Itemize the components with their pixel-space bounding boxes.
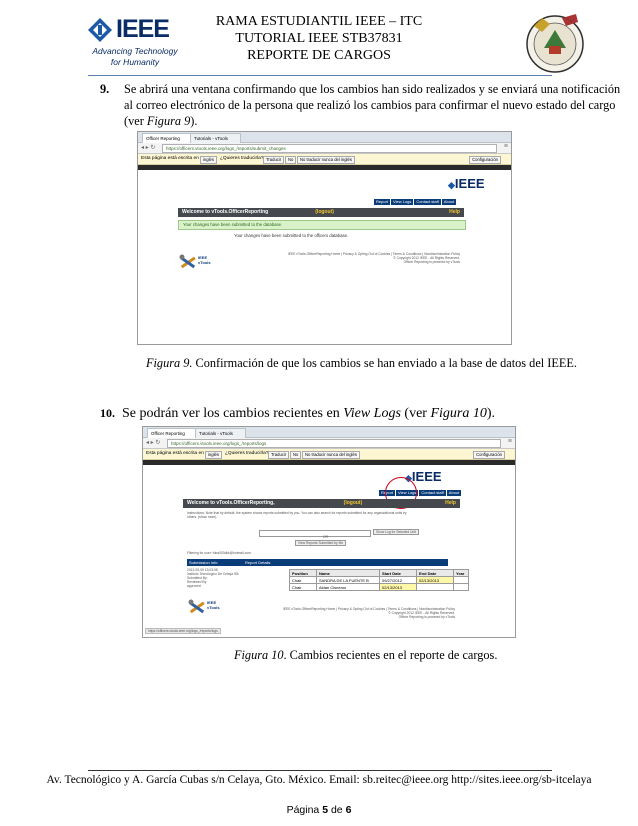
translate-prompt: Esta página está escrita en <box>146 451 204 456</box>
translate-prompt: Esta página está escrita en <box>141 156 199 161</box>
figure-10-caption <box>234 648 497 663</box>
browser-tab-1[interactable]: Officer Reporting <box>142 133 193 143</box>
school-seal-icon <box>520 8 590 78</box>
submission-status: approved <box>187 584 201 588</box>
step-10-text <box>100 405 495 422</box>
translate-settings-button[interactable]: Configuración <box>469 156 501 164</box>
site-copyright: © Copyright 2012 IEEE - All Rights Reserved. <box>393 256 460 260</box>
table-cell: Chair <box>290 577 317 584</box>
step-9-line-1: Se abrirá una ventana confirmando que los cambios han sido realizados y se enviará una notificación <box>124 82 621 96</box>
nav-contact-staff[interactable]: Contact staff <box>416 199 439 204</box>
language-select[interactable]: inglés <box>205 451 222 459</box>
table-cell: Aldan Cisneros <box>317 584 380 591</box>
vtools-logo <box>178 252 218 274</box>
back-forward-icon[interactable]: ◂ ▸ ↻ <box>146 440 161 446</box>
welcome-bar <box>183 499 460 508</box>
figure-10-screenshot <box>142 426 516 638</box>
col-year: Year <box>454 570 469 577</box>
header-line-1: RAMA ESTUDIANTIL IEEE – ITC <box>215 14 423 29</box>
site-copyright: © Copyright 2012 IEEE - All Rights Reserved. <box>388 611 455 615</box>
nav-report[interactable]: Report <box>376 199 389 204</box>
site-powered-by: Officer Reporting is powered by vTools <box>398 615 455 619</box>
translate-bar <box>143 449 515 460</box>
unit-search-input[interactable] <box>259 530 371 537</box>
table-cell: 02/13/2013 <box>380 584 417 591</box>
welcome-bar <box>178 208 464 217</box>
site-ieee-logo <box>448 176 485 191</box>
wrench-icon[interactable]: ≡ <box>507 438 512 445</box>
back-forward-icon[interactable]: ◂ ▸ ↻ <box>141 145 156 151</box>
browser-tab-2[interactable]: Tutorials - vTools <box>190 133 241 143</box>
table-cell <box>417 584 454 591</box>
browser-tab-bar <box>138 132 511 143</box>
site-ieee-word: IEEE <box>411 469 442 484</box>
table-cell: Chair <box>290 584 317 591</box>
translate-bar <box>138 154 511 165</box>
total-pages: 6 <box>345 804 352 816</box>
page-number <box>0 804 638 816</box>
instructions-text: Instructions: Note that by default, the system shows reports submitted by you. You can also search for reports submitted for any organizational units by others. (show more) <box>187 511 407 519</box>
site-powered-by: Officer Reporting is powered by vTools <box>403 260 460 264</box>
never-translate-button[interactable]: No traducir nunca del inglés <box>302 451 360 459</box>
no-button[interactable]: No <box>290 451 301 459</box>
browser-tab-bar <box>143 427 515 438</box>
submitted-by: Submitted By: <box>187 576 208 580</box>
step-9-number: 9. <box>100 82 110 96</box>
site-footer-links[interactable]: IEEE vTools.OfficerReporting Home | Privacy & Opting Out of Cookies | Terms & Conditions | Nondiscrimination Policy <box>282 607 455 611</box>
welcome-text: Welcome to vTools.OfficerReporting, <box>187 500 275 506</box>
no-button[interactable]: No <box>285 156 296 164</box>
nav-view-logs[interactable]: View Logs <box>398 490 417 495</box>
page-label: Página <box>286 804 323 816</box>
filtering-text: Filtering for user: fuba000dkk@hotmail.com <box>187 551 251 555</box>
logout-link[interactable]: (logout) <box>315 209 334 215</box>
step-9-ref-pre: (ver <box>124 114 147 128</box>
translate-question: ¿Quieres traducirla? <box>220 156 264 161</box>
vtools-logo <box>187 597 227 619</box>
nav-report[interactable]: Report <box>381 490 394 495</box>
step-9-line-3 <box>124 114 197 130</box>
nav-about[interactable]: About <box>443 199 455 204</box>
submission-unit: Instituto Tecnologico De Celaya SB: <box>187 572 240 576</box>
col-name: Name <box>317 570 380 577</box>
step-9-figure-ref: Figura 9 <box>146 114 191 128</box>
nav-view-logs[interactable]: View Logs <box>393 199 412 204</box>
translate-question: ¿Quieres traducirla? <box>225 451 269 456</box>
ieee-diamond-icon: ◆ <box>405 473 412 483</box>
step-10-figure-ref: Figura 10 <box>430 406 487 421</box>
help-link[interactable]: Help <box>449 209 460 215</box>
never-translate-button[interactable]: No traducir nunca del inglés <box>297 156 355 164</box>
site-ieee-word: IEEE <box>454 176 485 191</box>
view-reports-button[interactable]: View Reports Submitted by Me <box>295 540 346 546</box>
translate-button[interactable]: Traducir <box>263 156 284 164</box>
language-select[interactable]: inglés <box>200 156 217 164</box>
ieee-tagline-1: Advancing Technology <box>92 46 178 56</box>
col-start-date: Start Date <box>380 570 417 577</box>
figure-9-screenshot <box>137 131 512 345</box>
submitted-message: Your changes have been submitted to the officers database. <box>234 233 349 238</box>
address-bar <box>138 143 511 154</box>
table-cell: 02/13/2013 <box>417 577 454 584</box>
browser-tab-1[interactable]: Officer Reporting <box>147 428 198 438</box>
nav-about[interactable]: About <box>448 490 460 495</box>
step-10-text-pre: Se podrán ver los cambios recientes en <box>122 406 344 421</box>
figure-9-caption <box>146 356 577 371</box>
wrench-icon[interactable]: ≡ <box>503 143 508 150</box>
url-input[interactable]: https://officers.vtools.ieee.org/logs_/reports/submit_changes <box>162 144 497 153</box>
header-line-2: TUTORIAL IEEE STB37831 <box>235 31 403 46</box>
header-divider <box>88 75 552 76</box>
figure-9-caption-label: Figura 9. <box>146 356 193 370</box>
page-of: de <box>328 804 346 816</box>
figure-10-caption-label: Figura 10 <box>234 648 284 662</box>
submission-info <box>187 568 243 588</box>
report-details-header: Report Details <box>243 559 448 566</box>
report-table-header <box>290 570 469 577</box>
reviewed-by: Reviewed By: <box>187 580 208 584</box>
logout-link[interactable]: (logout) <box>343 500 363 506</box>
ieee-logo-word: IEEE <box>116 15 169 43</box>
vtools-logo-text: IEEE vTools <box>198 255 211 265</box>
submission-info-header: Submission Info <box>187 559 243 566</box>
url-input[interactable]: https://officers.vtools.ieee.org/logs_/reports/logs <box>167 439 501 448</box>
success-message: Your changes have been submitted to the database. <box>178 220 466 230</box>
col-end-date: End Date <box>417 570 454 577</box>
table-cell: SANDRA DE LA FUENTE B <box>317 577 380 584</box>
tools-icon <box>187 597 207 617</box>
table-cell <box>454 577 469 584</box>
step-10-view-logs-ref: View Logs <box>343 406 401 421</box>
site-nav <box>374 199 456 205</box>
step-9-line-2: al correo electrónico de la persona que realizó los cambios para confirmar el nuevo estado del cargo <box>124 98 616 112</box>
footer-divider <box>88 770 552 771</box>
step-10-number: 10. <box>100 406 115 420</box>
step-10-text-mid: (ver <box>400 406 431 421</box>
translate-settings-button[interactable]: Configuración <box>473 451 505 459</box>
current-page: 5 <box>322 804 329 816</box>
table-row <box>290 584 469 591</box>
figure-9-caption-text: Confirmación de que los cambios se han enviado a la base de datos del IEEE. <box>192 356 577 370</box>
ieee-tagline-2: for Humanity <box>110 57 160 67</box>
translate-button[interactable]: Traducir <box>268 451 289 459</box>
table-cell: 09/27/2012 <box>380 577 417 584</box>
address-bar <box>143 438 515 449</box>
bookmarks-bar <box>138 165 511 170</box>
bookmarks-bar <box>143 460 515 465</box>
or-label: OR <box>323 535 328 539</box>
help-link[interactable]: Help <box>445 500 456 506</box>
footer-address: Av. Tecnológico y A. García Cubas s/n Celaya, Gto. México. Email: sb.reitec@ieee.org http://sites.ieee.org/sb-itcelaya <box>46 774 592 786</box>
submission-date: 2012-05-09 13:03:08 <box>187 568 218 572</box>
step-9-ref-post: ). <box>190 114 198 128</box>
col-position: Position <box>290 570 317 577</box>
site-footer-links[interactable]: IEEE vTools.OfficerReporting Home | Privacy & Opting Out of Cookies | Terms & Conditions | Nondiscrimination Policy <box>287 252 460 256</box>
show-log-button[interactable]: Show Log for Selected Unit <box>373 529 419 535</box>
vtools-logo-text: IEEE vTools <box>207 600 220 610</box>
status-bar-url: https://officers.vtools.ieee.org/logs_/reports/logs <box>145 628 221 634</box>
step-10-text-post: ). <box>486 406 496 421</box>
table-row <box>290 577 469 584</box>
welcome-text: Welcome to vTools.OfficerReporting <box>182 209 269 215</box>
header-line-3: REPORTE DE CARGOS <box>247 48 391 63</box>
report-table <box>289 569 469 591</box>
figure-10-caption-text: . Cambios recientes en el reporte de cargos. <box>283 648 498 662</box>
nav-contact-staff[interactable]: Contact staff <box>421 490 444 495</box>
tools-icon <box>178 252 198 272</box>
table-cell <box>454 584 469 591</box>
ieee-diamond-icon: ◆ <box>448 180 455 190</box>
browser-tab-2[interactable]: Tutorials - vTools <box>195 428 246 438</box>
